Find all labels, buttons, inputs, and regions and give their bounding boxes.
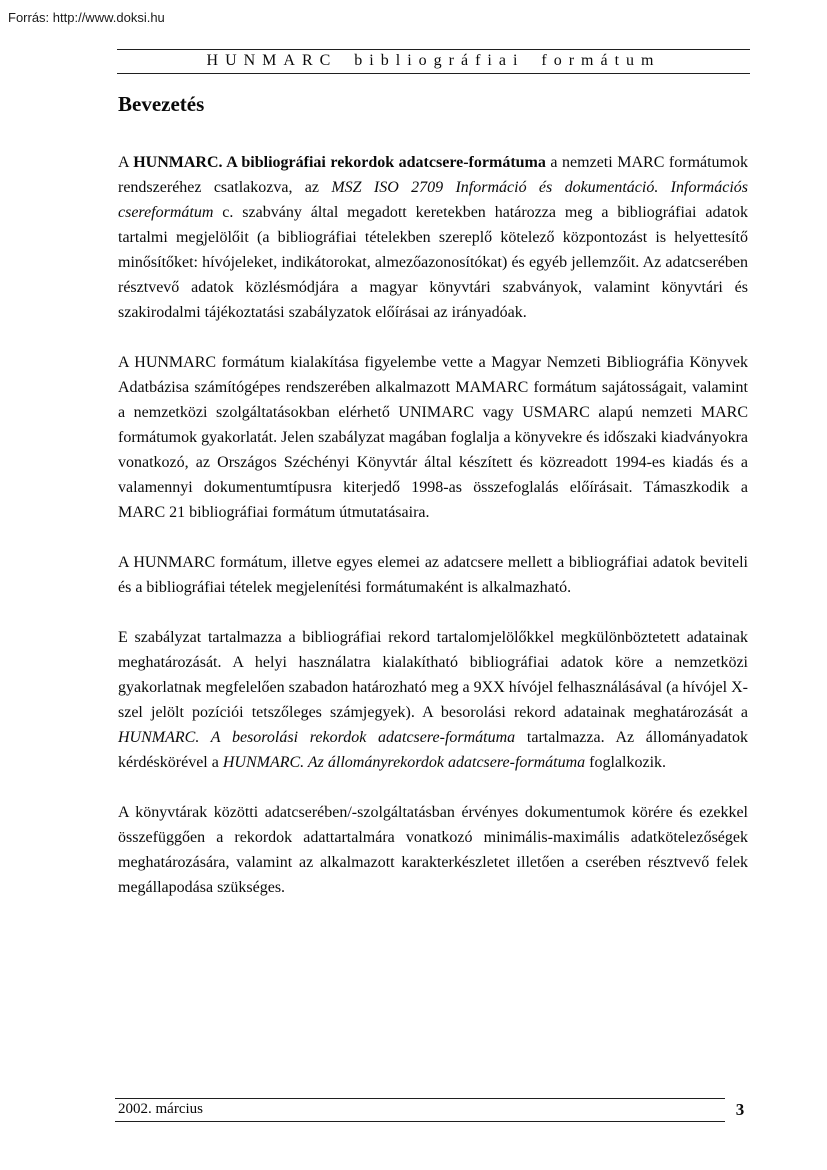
section-heading: Bevezetés — [118, 92, 205, 116]
page-header — [117, 49, 750, 74]
source-url-line: Forrás: http://www.doksi.hu — [8, 10, 165, 25]
footer-date: 2002. március — [118, 1101, 203, 1117]
paragraph: A HUNMARC formátum, illetve egyes elemei az adatcsere mellett a bibliográfiai adatok beviteli és a bibliográfiai tételek megjelenítési formátumaként is alkalmazható. — [118, 554, 748, 596]
document-body — [118, 90, 748, 900]
paragraph: E szabályzat tartalmazza a bibliográfiai rekord tartalomjelölőkkel megkülönböztetett adatainak meghatározását. A helyi használatra kialakítható bibliográfiai adatok köre a nemzetközi gyakorlatnak megfelelően szabadon határozható meg a 9XX hívójel felhasználásával (a hívójel X-szel jelölt pozíciói tetszőleges számjegyek). A besorolási rekord adatainak meghatározását a HUNMARC. A besorolási rekordok adatcsere-formátuma tartalmazza. Az állományadatok kérdéskörével a HUNMARC. Az állományrekordok adatcsere-formátuma foglalkozik. — [118, 629, 748, 771]
page-footer — [115, 1098, 725, 1122]
paragraph: A könyvtárak közötti adatcserében/-szolgáltatásban érvényes dokumentumok körére és ezekkel összefüggően a rekordok adattartalmára vonatkozó minimális-maximális adatkötelezőségek meghatározására, valamint az alkalmazott karakterkészletet illetően a cserében résztvevő felek megállapodása szükséges. — [118, 804, 748, 896]
paragraph: A HUNMARC formátum kialakítása figyelembe vette a Magyar Nemzeti Bibliográfia Könyvek Adatbázisa számítógépes rendszerében alkalmazott MAMARC formátum sajátosságait, valamint a nemzetközi szolgáltatásokban elérhető UNIMARC vagy USMARC alapú nemzeti MARC formátumok gyakorlatát. Jelen szabályzat magában foglalja a könyvekre és időszaki kiadványokra vonatkozó, az Országos Széchényi Könyvtár által készített és közreadott 1994-es kiadás és a valamennyi dokumentumtípusra kiterjedő 1998-as összefoglalás előírásait. Támaszkodik a MARC 21 bibliográfiai formátum útmutatásaira. — [118, 354, 748, 521]
paragraph: A HUNMARC. A bibliográfiai rekordok adatcsere-formátuma a nemzeti MARC formátumok rendszeréhez csatlakozva, az MSZ ISO 2709 Információ és dokumentáció. Információs csereformátum c. szabvány által megadott keretekben határozza meg a bibliográfiai adatok tartalmi megjelölőit (a bibliográfiai tételekben szereplő kötelező központozást is helyettesítő minősítőket: hívójeleket, indikátorokat, almezőazonosítókat) és egyéb jellemzőit. Az adatcserében résztvevő adatok közlésmódjára a magyar könyvtári szabványok, valamint könyvtári és szakirodalmi tájékoztatási szabályzatok előírásai az irányadóak. — [118, 154, 749, 321]
header-title: HUNMARC bibliográfiai formátum — [206, 52, 661, 69]
page-number: 3 — [735, 1100, 745, 1119]
